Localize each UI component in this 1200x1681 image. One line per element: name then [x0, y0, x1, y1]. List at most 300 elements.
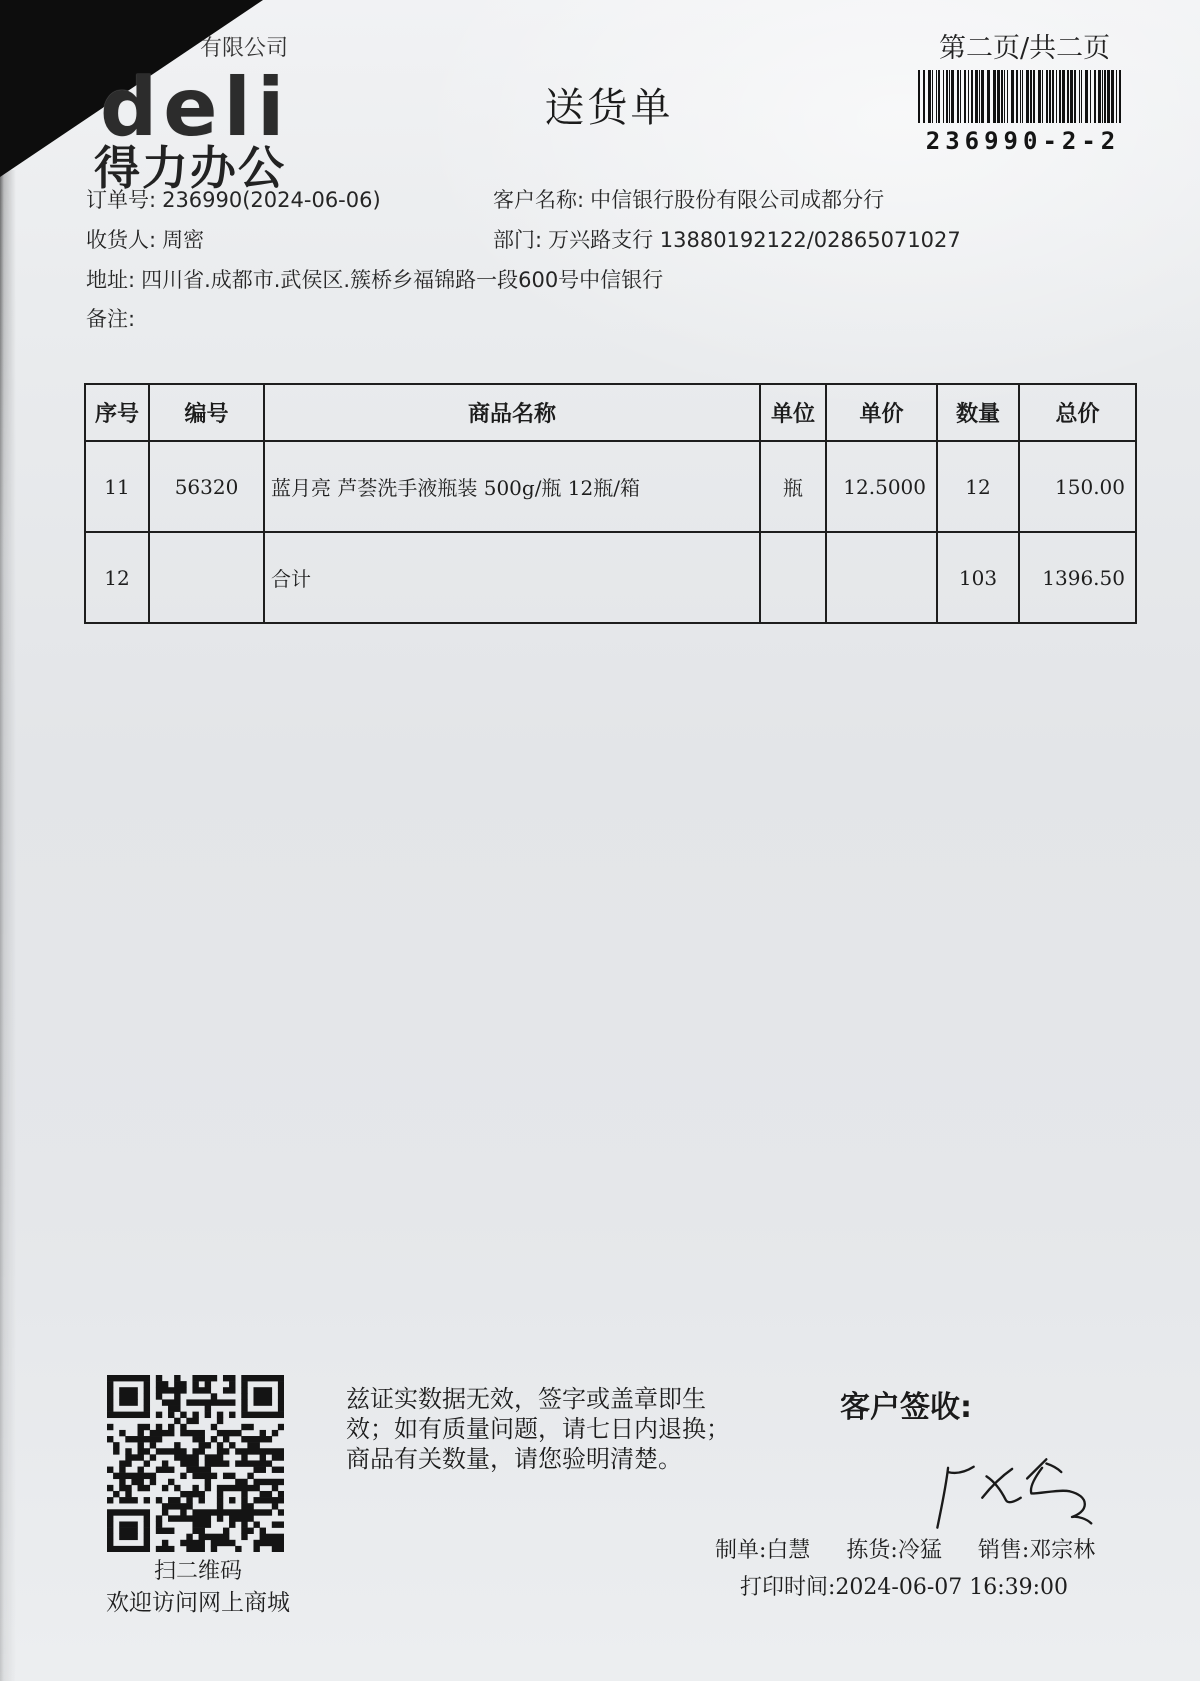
goods-table: [84, 383, 1137, 624]
qr-module: [192, 1521, 211, 1527]
barcode-bar: [1020, 70, 1021, 123]
staff-line: [715, 1537, 1095, 1565]
receiver-value: 周密: [162, 228, 205, 252]
customer-signature-label: 客户签收:: [840, 1390, 972, 1425]
qr-module: [278, 1509, 284, 1515]
qr-module: [144, 1406, 150, 1412]
qr-module: [119, 1430, 125, 1436]
qr-module: [107, 1485, 113, 1491]
qr-module: [144, 1497, 150, 1503]
qr-module: [156, 1412, 162, 1418]
cell-product-name: 合计: [264, 532, 760, 623]
qr-module: [211, 1393, 217, 1399]
qr-module: [186, 1467, 211, 1473]
qr-module: [144, 1534, 150, 1540]
department-value: 万兴路支行 13880192122/02865071027: [548, 228, 961, 252]
address-value: 四川省.成都市.武侯区.簇桥乡福锦路一段600号中信银行: [141, 268, 664, 292]
barcode-bar: [964, 70, 966, 123]
qr-module: [217, 1491, 223, 1497]
qr-module: [168, 1515, 211, 1521]
qr-module: [180, 1540, 205, 1546]
qr-module: [241, 1521, 247, 1527]
cell-quantity: 12: [937, 441, 1019, 532]
company-name-fragment: 有限公司: [200, 36, 289, 61]
qr-module: [211, 1424, 217, 1430]
qr-module: [138, 1442, 144, 1448]
qr-module: [199, 1497, 205, 1503]
qr-code: [107, 1375, 284, 1552]
qr-module: [241, 1406, 247, 1412]
qr-module: [205, 1485, 211, 1491]
header-unit: 单位: [760, 384, 826, 441]
order-number-label: 订单号:: [86, 188, 157, 212]
salesperson: 销售:邓宗林: [977, 1538, 1096, 1563]
qr-module: [229, 1497, 235, 1503]
qr-module: [125, 1436, 162, 1442]
qr-module: [174, 1442, 180, 1448]
order-number-value: 236990(2024-06-06): [162, 188, 381, 212]
qr-module: [272, 1546, 284, 1552]
qr-module: [107, 1436, 113, 1442]
qr-module: [253, 1467, 266, 1473]
qr-module: [125, 1491, 131, 1497]
qr-module: [174, 1381, 187, 1387]
header-product-name: 商品名称: [264, 384, 760, 441]
qr-module: [241, 1534, 247, 1540]
qr-module: [168, 1497, 181, 1503]
cell-seq: 12: [85, 532, 149, 623]
qr-module: [144, 1540, 150, 1546]
notice-line: 兹证实数据无效，签字或盖章即生: [346, 1385, 706, 1413]
qr-module: [217, 1497, 223, 1503]
qr-module: [162, 1509, 168, 1515]
qr-module: [162, 1540, 168, 1546]
qr-module: [113, 1491, 119, 1497]
qr-module: [107, 1515, 113, 1521]
qr-module: [174, 1485, 180, 1491]
barcode-bar: [975, 70, 978, 123]
qr-module: [278, 1424, 284, 1430]
qr-module: [107, 1528, 113, 1534]
barcode-bar: [1059, 70, 1061, 123]
qr-module: [156, 1521, 162, 1527]
qr-module: [131, 1479, 144, 1485]
qr-module: [174, 1418, 180, 1424]
qr-module: [162, 1485, 168, 1491]
qr-module: [229, 1442, 235, 1448]
qr-module: [247, 1442, 260, 1448]
qr-module: [107, 1546, 150, 1552]
barcode-bar: [923, 70, 925, 123]
qr-module: [217, 1503, 223, 1509]
qr-module: [180, 1412, 186, 1418]
barcode-bar: [1026, 70, 1029, 123]
qr-module: [192, 1375, 217, 1381]
qr-module: [150, 1454, 156, 1460]
qr-module: [125, 1448, 131, 1454]
qr-module: [241, 1424, 254, 1430]
barcode-bar: [1079, 70, 1080, 123]
qr-module: [144, 1387, 150, 1393]
table-header-row: [85, 384, 1136, 441]
qr-module: [217, 1430, 242, 1436]
qr-module: [107, 1387, 113, 1393]
signature-stroke: [1046, 1464, 1061, 1473]
qr-caption: 扫二维码: [153, 1559, 242, 1584]
qr-module: [253, 1497, 284, 1503]
qr-module: [156, 1375, 162, 1381]
qr-module: [192, 1528, 205, 1534]
receiver-label: 收货人:: [86, 228, 157, 252]
barcode-bar: [1090, 70, 1091, 123]
qr-module: [156, 1515, 162, 1521]
barcode-bar: [1104, 70, 1106, 123]
qr-module: [272, 1454, 284, 1460]
qr-module: [156, 1467, 175, 1473]
qr-module: [241, 1412, 284, 1418]
qr-module: [253, 1546, 259, 1552]
barcode-bar: [932, 70, 933, 123]
qr-module: [199, 1534, 230, 1540]
barcode-bar: [1070, 70, 1073, 123]
qr-module: [119, 1479, 125, 1485]
barcode-bar: [1033, 70, 1035, 123]
qr-module: [278, 1399, 284, 1405]
qr-module: [260, 1491, 273, 1497]
qr-module: [241, 1399, 247, 1405]
barcode-bar: [1067, 70, 1069, 123]
qr-module: [107, 1521, 113, 1527]
qr-module: [144, 1521, 150, 1527]
notice-line: 商品有关数量，请您验明清楚。: [346, 1445, 682, 1473]
qr-module: [180, 1473, 186, 1479]
qr-module: [260, 1430, 266, 1436]
barcode-bar: [960, 70, 961, 123]
barcode-bar: [1098, 70, 1101, 123]
qr-module: [235, 1479, 248, 1485]
qr-module: [272, 1503, 278, 1509]
qr-module: [223, 1473, 236, 1479]
barcode-bar: [918, 70, 920, 123]
header-total-price: 总价: [1019, 384, 1136, 441]
qr-module: [119, 1387, 138, 1393]
qr-module: [107, 1399, 113, 1405]
customer-name-label: 客户名称:: [493, 188, 585, 212]
barcode-bar: [1030, 70, 1032, 123]
header-seq: 序号: [85, 384, 149, 441]
qr-module: [241, 1381, 247, 1387]
qr-module: [180, 1424, 186, 1430]
qr-module: [107, 1375, 150, 1381]
qr-module: [107, 1412, 150, 1418]
barcode-bar: [1081, 70, 1082, 123]
qr-module: [223, 1528, 229, 1534]
qr-module: [144, 1381, 150, 1387]
qr-module: [186, 1399, 235, 1405]
qr-module: [205, 1406, 211, 1412]
qr-module: [186, 1497, 192, 1503]
qr-module: [278, 1393, 284, 1399]
qr-module: [119, 1497, 138, 1503]
qr-module: [211, 1546, 217, 1552]
qr-module: [235, 1460, 272, 1466]
qr-module: [278, 1381, 284, 1387]
barcode-bar: [1011, 70, 1014, 123]
barcode-bar: [993, 70, 996, 123]
barcode-bar: [1085, 70, 1088, 123]
barcode-bar: [1042, 70, 1043, 123]
cell-seq: 11: [85, 441, 149, 532]
qr-module: [192, 1509, 272, 1515]
qr-module: [192, 1381, 198, 1387]
prepared-by: 制单:白慧: [715, 1538, 811, 1563]
qr-module: [192, 1436, 205, 1442]
barcode-bar: [971, 70, 973, 123]
qr-module: [107, 1393, 113, 1399]
qr-module: [241, 1436, 272, 1442]
qr-module: [217, 1418, 223, 1424]
qr-module: [156, 1546, 175, 1552]
qr-module: [119, 1460, 132, 1466]
qr-module: [113, 1442, 119, 1448]
qr-module: [174, 1393, 180, 1399]
qr-module: [217, 1448, 230, 1454]
notice-line: 效；如有质量问题，请七日内退换；: [346, 1415, 730, 1443]
signature-stroke: [1031, 1468, 1091, 1524]
qr-module: [229, 1521, 235, 1527]
qr-module: [107, 1467, 113, 1473]
qr-module: [272, 1430, 278, 1436]
qr-module: [119, 1528, 138, 1534]
qr-module: [119, 1467, 125, 1473]
signature-stroke: [948, 1467, 974, 1473]
qr-module: [192, 1473, 217, 1479]
qr-module: [107, 1509, 150, 1515]
qr-module: [278, 1406, 284, 1412]
qr-module: [168, 1424, 174, 1430]
barcode: [917, 70, 1126, 123]
qr-module: [107, 1406, 113, 1412]
qr-module: [241, 1454, 247, 1460]
qr-module: [156, 1424, 162, 1430]
qr-module: [186, 1546, 205, 1552]
qr-module: [144, 1515, 150, 1521]
barcode-bar: [1052, 70, 1054, 123]
qr-module: [241, 1393, 247, 1399]
cell-unit-price: [826, 532, 937, 623]
qr-module: [138, 1485, 151, 1491]
qr-module: [241, 1491, 247, 1497]
qr-module: [229, 1515, 254, 1521]
qr-module: [272, 1485, 278, 1491]
barcode-bar: [1038, 70, 1041, 123]
qr-module: [229, 1381, 235, 1387]
qr-module: [217, 1442, 223, 1448]
remark-label: 备注:: [86, 307, 136, 331]
customer-name-value: 中信银行股份有限公司成都分行: [590, 188, 885, 212]
qr-module: [217, 1515, 223, 1521]
department-line: [493, 228, 961, 252]
qr-module: [144, 1528, 150, 1534]
qr-module: [272, 1521, 284, 1527]
qr-module: [144, 1460, 150, 1466]
qr-module: [217, 1412, 223, 1418]
qr-module: [217, 1485, 260, 1491]
qr-module: [241, 1497, 247, 1503]
qr-module: [168, 1412, 174, 1418]
page-indicator: 第二页/共二页: [939, 33, 1111, 64]
qr-module: [156, 1528, 175, 1534]
qr-captions: [78, 1558, 318, 1620]
qr-module: [156, 1448, 187, 1454]
cell-code: 56320: [149, 441, 264, 532]
qr-module: [272, 1467, 284, 1473]
qr-module: [205, 1479, 211, 1485]
qr-module: [119, 1393, 138, 1399]
header-quantity: 数量: [937, 384, 1019, 441]
department-label: 部门:: [493, 228, 543, 252]
qr-module: [211, 1540, 236, 1546]
barcode-bar: [1001, 70, 1003, 123]
qr-module: [156, 1497, 162, 1503]
paper-edge-shadow: [0, 170, 16, 1681]
qr-module: [138, 1424, 151, 1430]
qr-module: [192, 1387, 211, 1393]
cell-code: [149, 532, 264, 623]
qr-module: [186, 1534, 192, 1540]
qr-module: [241, 1503, 254, 1509]
qr-module: [186, 1418, 199, 1424]
qr-module: [150, 1430, 175, 1436]
qr-module: [205, 1412, 211, 1418]
cell-total-price: 1396.50: [1019, 532, 1136, 623]
deli-logo-chinese: 得力办公: [94, 141, 286, 195]
barcode-bar: [938, 70, 940, 123]
qr-module: [107, 1540, 113, 1546]
customer-name-line: [493, 188, 884, 212]
barcode-bar: [946, 70, 948, 123]
table-row: [85, 441, 1136, 532]
qr-module: [119, 1521, 138, 1527]
barcode-bar: [1016, 70, 1018, 123]
qr-subcaption: 欢迎访问网上商城: [106, 1590, 290, 1616]
qr-module: [205, 1381, 211, 1387]
qr-module: [162, 1503, 193, 1509]
qr-module: [180, 1430, 205, 1436]
qr-module: [247, 1473, 253, 1479]
barcode-bar: [1111, 70, 1114, 123]
qr-module: [138, 1448, 151, 1454]
deli-logo: deli: [100, 61, 291, 154]
qr-module: [156, 1381, 169, 1387]
barcode-number: 236990-2-2: [925, 127, 1121, 155]
qr-module: [180, 1460, 199, 1466]
remark-line: [86, 307, 135, 331]
qr-module: [253, 1399, 272, 1405]
barcode-bar: [957, 70, 959, 123]
qr-module: [253, 1479, 284, 1485]
qr-module: [156, 1393, 162, 1399]
barcode-bar: [1022, 70, 1023, 123]
barcode-bar: [1062, 70, 1065, 123]
barcode-bar: [928, 70, 931, 123]
qr-module: [119, 1399, 138, 1405]
cell-quantity: 103: [937, 532, 1019, 623]
qr-module: [113, 1448, 119, 1454]
qr-module: [223, 1436, 229, 1442]
barcode-bar: [1046, 70, 1048, 123]
signature-stroke: [987, 1476, 1021, 1502]
barcode-bar: [981, 70, 984, 123]
qr-module: [229, 1412, 235, 1418]
qr-module: [253, 1521, 259, 1527]
barcode-bar: [1074, 70, 1076, 123]
cell-unit: [760, 532, 826, 623]
cell-product-name: 蓝月亮 芦荟洗手液瓶装 500g/瓶 12瓶/箱: [264, 441, 760, 532]
qr-module: [278, 1387, 284, 1393]
qr-module: [205, 1460, 230, 1466]
qr-module: [253, 1387, 272, 1393]
qr-module: [107, 1534, 113, 1540]
qr-module: [180, 1491, 205, 1497]
handwritten-signature: [935, 1455, 1100, 1533]
address-label: 地址:: [86, 268, 136, 292]
qr-module: [223, 1387, 236, 1393]
qr-module: [223, 1375, 236, 1381]
qr-module: [205, 1454, 224, 1460]
qr-module: [156, 1387, 187, 1393]
qr-module: [241, 1387, 247, 1393]
barcode-bar: [1102, 70, 1103, 123]
qr-module: [174, 1454, 199, 1460]
qr-module: [260, 1454, 266, 1460]
qr-module: [260, 1528, 266, 1534]
qr-module: [150, 1442, 156, 1448]
qr-module: [241, 1375, 284, 1381]
barcode-bar: [936, 70, 937, 123]
qr-module: [180, 1509, 186, 1515]
barcode-bar: [997, 70, 1000, 123]
qr-module: [144, 1399, 150, 1405]
qr-module: [199, 1442, 212, 1448]
qr-module: [138, 1430, 144, 1436]
qr-module: [113, 1473, 156, 1479]
barcode-bar: [1004, 70, 1005, 123]
qr-module: [138, 1467, 144, 1473]
barcode-bar: [1116, 70, 1117, 123]
qr-module: [119, 1485, 132, 1491]
qr-module: [162, 1460, 168, 1466]
header-unit-price: 单价: [826, 384, 937, 441]
qr-module: [168, 1479, 174, 1485]
qr-module: [162, 1399, 181, 1405]
qr-module: [168, 1406, 181, 1412]
qr-module: [235, 1546, 241, 1552]
cell-total-price: 150.00: [1019, 441, 1136, 532]
qr-module: [192, 1485, 198, 1491]
barcode-bar: [1056, 70, 1057, 123]
notice-text: [346, 1384, 730, 1474]
qr-module: [253, 1540, 284, 1546]
qr-module: [107, 1381, 113, 1387]
picked-by: 拣货:冷猛: [846, 1538, 942, 1563]
qr-module: [278, 1491, 284, 1497]
table-row-total: [85, 532, 1136, 623]
print-time: 打印时间:2024-06-07 16:39:00: [740, 1575, 1069, 1600]
qr-module: [107, 1424, 113, 1430]
document-title: 送货单: [544, 85, 674, 131]
barcode-bar: [1049, 70, 1051, 123]
